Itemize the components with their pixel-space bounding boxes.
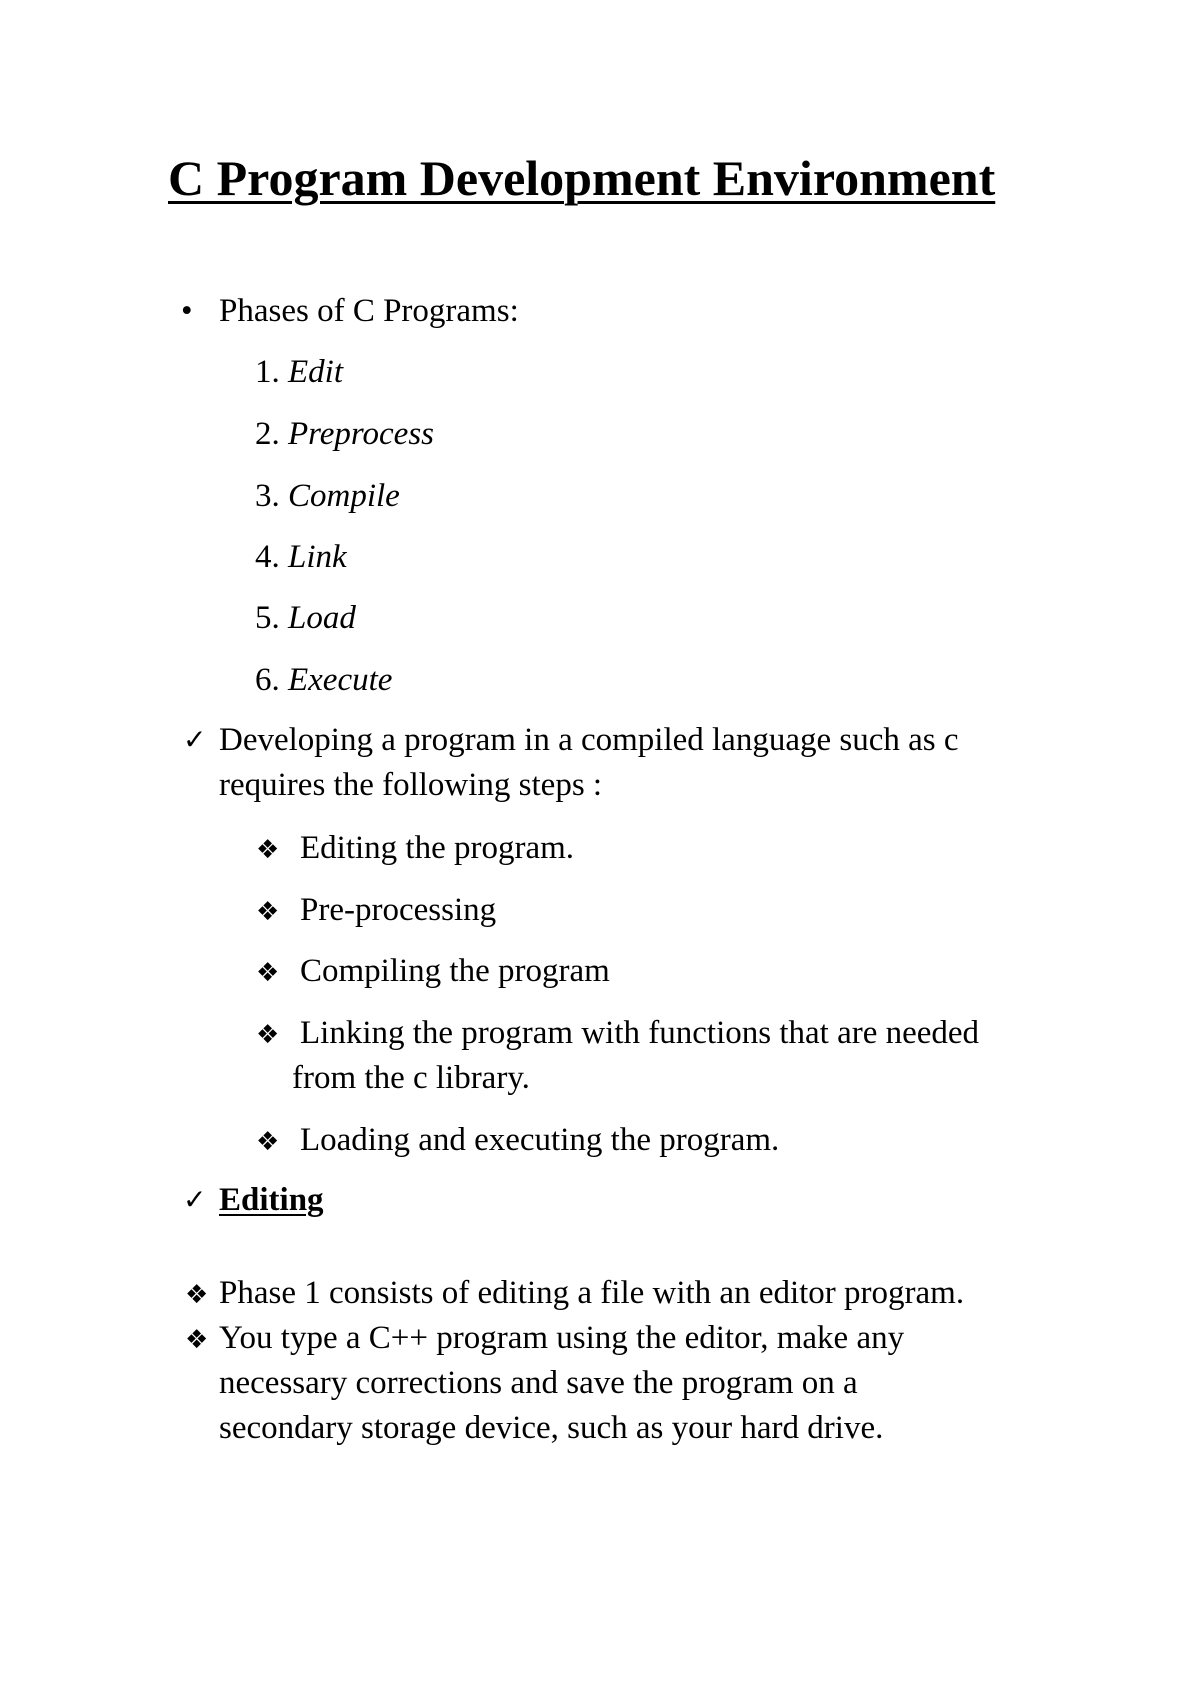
phase-label: Load [288, 600, 356, 636]
diamond-bullet-icon: ❖ [185, 1325, 209, 1355]
developing-line-1: Developing a program in a compiled language such as c [219, 722, 959, 758]
phase-item [255, 598, 356, 638]
phase-item [255, 537, 347, 577]
phase-item [255, 414, 434, 454]
phase-label: Edit [288, 354, 343, 390]
diamond-bullet-icon: ❖ [185, 1280, 209, 1310]
phase-item [255, 352, 343, 392]
step-item-continuation: from the c library. [292, 1060, 530, 1096]
phase-label: Preprocess [288, 416, 435, 452]
phase-label: Compile [288, 478, 400, 514]
phase-number: 3. [255, 478, 280, 514]
diamond-bullet-icon: ❖ [256, 958, 280, 988]
phase-number: 6. [255, 662, 280, 698]
phase-item [255, 660, 392, 700]
bullet-dot: • [181, 293, 193, 329]
phase-label: Link [288, 539, 347, 575]
editing-heading: Editing [219, 1182, 324, 1218]
phase-item [255, 476, 400, 516]
developing-line-2: requires the following steps : [219, 767, 603, 803]
step-item: Editing the program. [300, 830, 575, 866]
diamond-bullet-icon: ❖ [256, 1020, 280, 1050]
phase-label: Execute [288, 662, 393, 698]
page-title: C Program Development Environment [168, 150, 996, 206]
step-item: Compiling the program [300, 953, 610, 989]
diamond-bullet-icon: ❖ [256, 835, 280, 865]
phase-number: 1. [255, 354, 280, 390]
phase-number: 2. [255, 416, 280, 452]
checkmark-icon: ✓ [183, 1183, 207, 1216]
editing-bullet: Phase 1 consists of editing a file with an editor program. [219, 1275, 965, 1311]
checkmark-icon: ✓ [183, 723, 207, 756]
step-item: Pre-processing [300, 892, 497, 928]
step-item: Loading and executing the program. [300, 1122, 780, 1158]
phases-heading: Phases of C Programs: [219, 293, 519, 329]
phase-number: 4. [255, 539, 280, 575]
diamond-bullet-icon: ❖ [256, 1127, 280, 1157]
editing-bullet-continuation: necessary corrections and save the program on a [219, 1365, 858, 1401]
step-item: Linking the program with functions that are needed [300, 1015, 980, 1051]
editing-bullet: You type a C++ program using the editor, make any [219, 1320, 905, 1356]
editing-bullet-continuation: secondary storage device, such as your hard drive. [219, 1410, 884, 1446]
phase-number: 5. [255, 600, 280, 636]
diamond-bullet-icon: ❖ [256, 897, 280, 927]
